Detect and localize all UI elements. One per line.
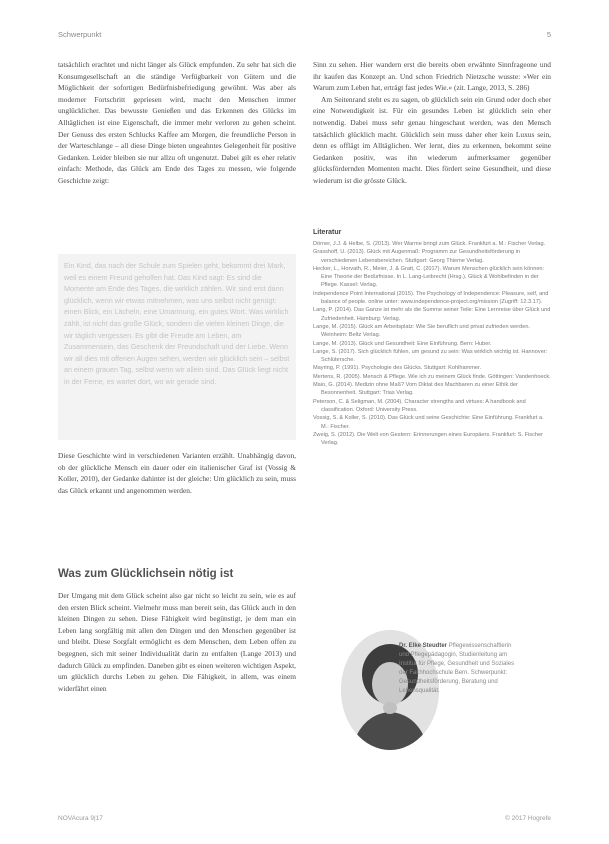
page-footer (58, 815, 551, 825)
reference-item: Lange, S. (2017). Sich glücklich fühlen, um gesund zu sein: Was wirklich wichtig ist. Hannover: Schlütersche. (313, 348, 548, 364)
reference-item: Zweig, S. (2012). Die Welt von Gestern: Erinnerungen eines Europäers. Frankfurt: S. Fischer Verlag. (313, 431, 543, 447)
reference-item: Lange, M. (2013). Glück und Gesundheit: Eine Einführung. Bern: Huber. (313, 340, 492, 347)
reference-item: Vossig, S. & Koller, S. (2010). Das Glück und seine Geschichte: Eine Einführung. Frankfurt a. M.: Fischer. (313, 415, 544, 430)
paragraph: Am Seitenrand steht es zu sagen, ob glücklich sein ein Grund oder doch eher eine Notwendigkeit ist. Für ein gesundes Leben ist glücklich sein eher notwendig. Dabei muss sehr genau hingeschaut werden, was den Mensch tatsächlich glücklich macht. Glücklich sein muss daher eher kein Luxus sein, denn es offlägt im Alltäglichen. Wer lernt, dies zu erkennen, bekommt seine Gedanken positiv, was ihn wiederum aufmerksamer gegenüber glücksfördernden Momenten macht. Dies fördert seine Gesundheit, und diese wiederum ist die grösste Glück. (313, 94, 551, 185)
paragraph: Sinn zu sehen. Hier wandern erst die bereits oben erwähnte Sinnfrageone und ihr kaufen das Konzept an. Und schon Friedrich Nietzsche wusste: »Wer ein Warum zum Leben hat, erträgt fast jedes Wie.« (zit. Lange, 2013, S. 286) (313, 60, 551, 93)
footer-left: NOVAcura 9|17 (58, 815, 103, 822)
author-bio-block (399, 642, 517, 696)
reference-item: Maio, G. (2014). Medizin ohne Maß? Vom Diktat des Machbaren zu einer Ethik der Besonnenheit. Stuttgart: Trias Verlag. (313, 382, 518, 397)
reference-item: Mertens, R. (2005). Mensch & Pflege. Wie ich zu meinem Glück finde. Göttingen: Vandenhoeck. (313, 373, 551, 380)
quote-text: Ein Kind, das nach der Schule zum Spielen geht, bekommt drei Mark, weil es einem Freund geholfen hat. Das Kind sagt: Es sind die Momente am Ende des Tages, die wirklich zählen. Wir sind erst dann glücklich, wenn wir etwas mitnehmen, was uns selbst nicht genügt: einen Blick, ein Lächeln, eine Umarmung, ein gutes Wort. Was wirklich zählt, ist nicht das große Glück, sondern die vielen kleinen Dinge, die wir täglich vergessen. Es gibt die Freude am Leben, am Zusammensein, das Geschenk der Freundschaft und der Liebe. Wenn wir all dies mit offenen Augen sehen, werden wir glücklich sein – selbst an einem grauen Tag, selbst wenn wir allein sind. Das Glück liegt nicht in der Ferne, es wartet dort, wo wir gerade sind. (64, 261, 290, 386)
literature-title: Literatur (313, 229, 342, 236)
left-column-bottom (58, 590, 296, 694)
quote-box (58, 254, 296, 440)
header-page-number: 5 (546, 30, 551, 39)
author-name: Dr. Elke Steudter (399, 643, 448, 649)
reference-item: Lange, M. (2015). Glück am Arbeitsplatz: Wie Sie beruflich und privat zufrieden werden. Weinheim: Beltz Verlag. (313, 323, 531, 339)
reference-item: Grasshoff, U. (2013). Glück mit Augenmaß: Programm zur Gesundheitsförderung in verschiedenen Lebensbereichen. Stuttgart: Georg Thieme Verlag. (313, 249, 520, 264)
running-header (58, 30, 551, 44)
reference-item: Dörner, J.J. & Helbe, S. (2013). Wer Warme bringt zum Glück. Frankfurt a. M.: Fischer Verlag. (313, 241, 546, 247)
paragraph: Der Umgang mit dem Glück scheint also gar nicht so leicht zu sein, wie es auf den ersten Blick scheint. Vielmehr muss man bereit sein, das Glück auch in den kleinen Dingen zu sehen. Diese Fähigkeit wird begünstigt, je dem man ein Leben lang sorgfältig mit allen den Dingen und den Menschen gegenüber ist und bleibt. Diese Sorgfalt ermöglicht es dem Menschen, dem Leben offen zu begegnen, sich mit seiner Individualität darin zu entfalten (Lange 2013) und dadurch Glück zu empfinden. Daneben gibt es einen weiteren wichtigen Aspekt, um glücklich durchs Leben zu gehen. Die Fähigkeit, in allem, was einem widerfährt einen (58, 591, 296, 693)
footer-right: © 2017 Hogrefe (505, 815, 551, 822)
header-section: Schwerpunkt (58, 30, 102, 39)
reference-item: Mayring, P. (1991). Psychologie des Glücks. Stuttgart: Kohlhammer. (313, 365, 482, 372)
left-column-top (58, 59, 296, 187)
left-column-middle (58, 450, 296, 496)
section-heading: Was zum Glücklichsein nötig ist (58, 568, 234, 580)
author-box (313, 626, 551, 746)
paragraph: tatsächlich erachtet und nicht länger als Glück empfunden. Zu sehr hat sich die Konsumgesellschaft an die ständige Verfügbarkeit von Gütern und die Möglichkeit der sofortigen Bedürfnisbefriedigung gewöhnt. Was aber als moderner Fortschritt gepriesen wird, macht den Menschen immer unglücklicher. Das bewusste Genießen und das Erkennen des Glücks im Alltäglichen ist eine Eigenschaft, die immer mehr verloren zu gehen scheint. Der Genuss des ersten Schlucks Kaffee am Morgen, die freundliche Person in der Warteschlange – all diese Dinge bieten ungeahntes Gelegenheit für positive Gedanken. Leider bleiben sie nur allzu oft ungenutzt. Dabei gilt es eher relativ einfach: Methode, das Glück am Ende des Tages zu messen, wie folgende Geschichte zeigt: (58, 60, 296, 185)
reference-item: Peterson, C. & Seligman, M. (2004). Character strengths and virtues: A handbook and classification. Oxford: University Press. (313, 398, 526, 413)
reference-item: Hecker, L., Horvath, R., Meier, J. & Gratt, C. (2017). Warum Menschen glücklich sein können: Eine Theorie der Bedürfnisse. In L. Lang-Leibrecht (Hrsg.), Glück & Wohlbefinden in der Pflege. Kassel: Verlag. (313, 265, 545, 289)
paragraph: Diese Geschichte wird in verschiedenen Varianten erzählt. Unabhängig davon, ob der glückliche Mensch ein dauer oder ein italienischer Graf ist (Vossig & Koller, 2010), der Gedanke dahinter ist der gleiche: Um glücklich zu sein, muss das Glück erkannt und angenommen werden. (58, 451, 296, 495)
reference-item: Lang, P. (2014). Das Ganze ist mehr als die Summe seiner Teile: Eine Lernreise über Glück und Zufriedenheit. Hamburg: Verlag. (313, 307, 551, 322)
right-column-top (313, 59, 551, 187)
author-bio: Pflegewissenschaftlerin und Pflegepädagogin, Studienleitung am Institut für Pflege, Gesundheit und Soziales der Fachhochschule Bern. Schwerpunkt: Gesundheitsförderung, Beratung und Lebensqualität. (399, 643, 515, 694)
literature-list (313, 240, 551, 447)
reference-item: Independence Point International (2015). The Psychology of Independence: Pleasure, self, and balance of people. online unter: www.independence-project.org/mission (Zugriff: 12.3.17). (313, 290, 549, 306)
